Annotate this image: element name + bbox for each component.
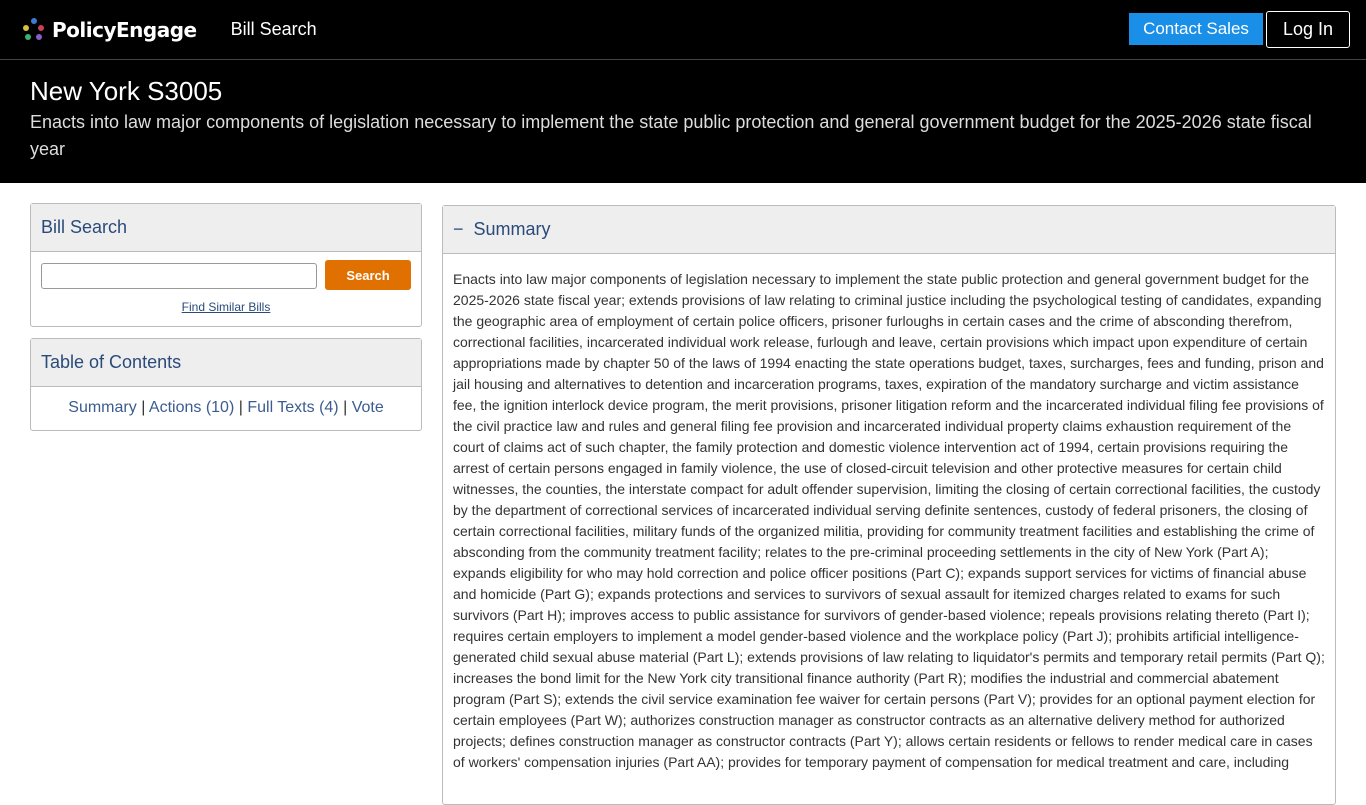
- bill-header: [0, 60, 1366, 183]
- collapse-icon[interactable]: −: [453, 219, 464, 239]
- bill-search-heading: Bill Search: [31, 204, 421, 252]
- search-button[interactable]: Search: [325, 260, 411, 290]
- summary-panel: [442, 205, 1336, 805]
- find-similar-bills-link[interactable]: Find Similar Bills: [181, 300, 271, 314]
- separator: |: [141, 399, 146, 416]
- summary-text: Enacts into law major components of legislation necessary to implement the state public protection and general government budget for the 2025-2026 state fiscal year; extends provisions of law relating to criminal justice including the psychological testing of candidates, expanding the geographic area of employment of certain police officers, prisoner furloughs in certain cases and the crime of absconding therefrom, correctional facilities, incarcerated individual work release, furlough and leave, certain provisions which impact upon expenditure of certain appropriations made by chapter 50 of the laws of 1994 enacting the state operations budget, taxes, surcharges, fees and funding, prison and jail housing and alternatives to detention and incarceration programs, taxes, expiration of the mandatory surcharge and victim assistance fee, the ignition interlock device program, the merit provisions, prisoner litigation reform and the incarcerated individual filing fee provisions of the civil practice law and rules and general filing fee provision and incarcerated individual property claims exhaustion requirement of the court of claims act of such chapter, the family protection and domestic violence intervention act of 1994, certain provisions requiring the arrest of certain persons engaged in family violence, the use of closed-circuit television and other protective measures for certain child witnesses, the counties, the interstate compact for adult offender supervision, limiting the closing of certain correctional facilities, the custody by the department of correctional services of incarcerated individual serving definite sentences, custody of federal prisoners, the closing of certain correctional facilities, military funds of the organized militia, providing for community treatment facilities and establishing the crime of absconding from the community treatment facility; relates to the pre-criminal proceeding settlements in the city of New York (Part A); expands eligibility for who may hold correction and police officer positions (Part C); expands support services for victims of financial abuse and homicide (Part G); expands protections and services to survivors of sexual assault for itemized charges related to exams for such survivors (Part H); improves access to public assistance for survivors of gender-based violence; repeals provisions relating thereto (Part I); requires certain employers to implement a model gender-based violence and the workplace policy (Part J); prohibits artificial intelligence-generated child sexual abuse material (Part L); extends provisions of law relating to liquidator's permits and temporary retail permits (Part Q); increases the bond limit for the New York city transitional finance authority (Part R); modifies the industrial and commercial abatement program (Part S); extends the civil service examination fee waiver for certain persons (Part V); provides for an optional payment election for certain employees (Part W); authorizes construction manager as constructor contracts as an alternative delivery method for authorized projects; defines construction manager as constructor contracts (Part Y); allows certain residents or fellows to render medical care in cases of workers' compensation injuries (Part AA); provides for temporary payment of compensation for medical treatment and care, including: [453, 271, 1325, 770]
- toc-full-texts-link[interactable]: Full Texts (4): [247, 399, 339, 416]
- page-title: New York S3005: [30, 76, 223, 106]
- toc-panel: [30, 338, 422, 431]
- toc-summary-link[interactable]: Summary: [68, 399, 137, 416]
- separator: |: [238, 399, 243, 416]
- logo[interactable]: [22, 18, 197, 42]
- toc-vote-link[interactable]: Vote: [351, 399, 384, 416]
- nav-bill-search[interactable]: Bill Search: [230, 19, 317, 39]
- brand-name: PolicyEngage: [52, 17, 197, 42]
- separator: |: [343, 399, 348, 416]
- toc-heading: Table of Contents: [31, 339, 421, 387]
- contact-sales-button[interactable]: Contact Sales: [1129, 13, 1263, 45]
- login-button[interactable]: Log In: [1266, 11, 1350, 48]
- top-nav: [0, 0, 1366, 60]
- toc-actions-link[interactable]: Actions (10): [148, 399, 235, 416]
- bill-subtitle: Enacts into law major components of legislation necessary to implement the state public protection and general government budget for the 2025-2026 state fiscal year: [30, 112, 1312, 159]
- bill-search-panel: [30, 203, 422, 327]
- logo-icon: [22, 18, 46, 42]
- summary-header[interactable]: [443, 206, 1335, 254]
- summary-heading: Summary: [473, 219, 551, 239]
- bill-search-input[interactable]: [41, 263, 317, 289]
